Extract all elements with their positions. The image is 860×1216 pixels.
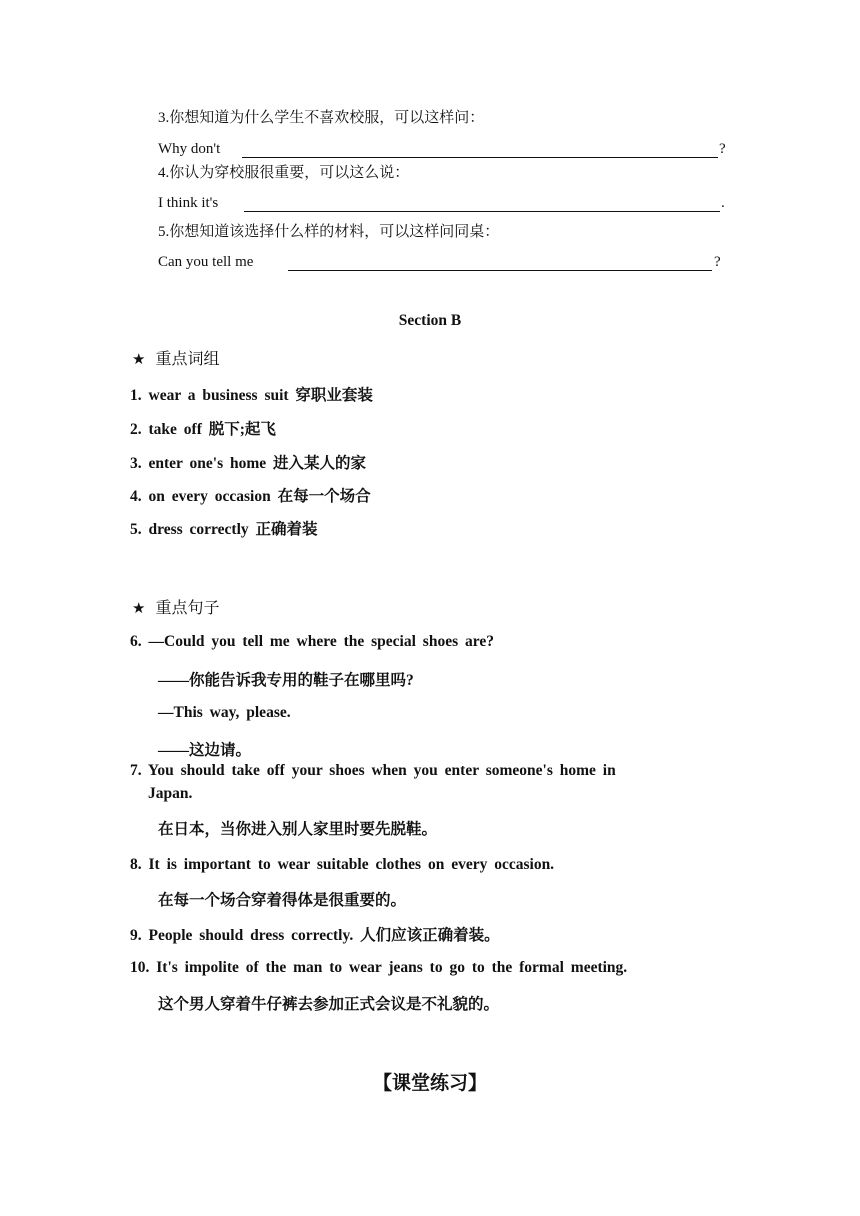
sentence-6-english: 6. —Could you tell me where the special shoes are? — [130, 633, 494, 650]
q5-answer-blank[interactable] — [288, 270, 712, 271]
q3-end-mark: ? — [719, 141, 726, 157]
q5-lead: Can you tell me — [158, 254, 254, 270]
sentence-7-english-line1: 7. You should take off your shoes when you enter someone's home in — [130, 762, 616, 779]
sentence-8-english: 8. It is important to wear suitable clothes on every occasion. — [130, 856, 555, 873]
sentence-7-chinese: 在日本，当你进入别人家里时要先脱鞋。 — [158, 821, 438, 838]
phrase-item: 1. wear a business suit 穿职业套装 — [130, 387, 373, 404]
phrase-item: 5. dress correctly 正确着装 — [130, 521, 318, 538]
sentences-heading-text: 重点句子 — [155, 600, 220, 617]
q3-lead: Why don't — [158, 141, 221, 157]
section-title: Section B — [398, 312, 462, 329]
sentence-6-reply-chinese: ——这边请。 — [158, 742, 252, 759]
q3-prompt: 3.你想知道为什么学生不喜欢校服，可以这样问： — [158, 110, 485, 126]
sentence-10-english: 10. It's impolite of the man to wear jeans to go to the formal meeting. — [130, 959, 628, 976]
phrases-heading — [132, 346, 219, 369]
q3-answer-blank[interactable] — [242, 157, 718, 158]
sentence-6-chinese: ——你能告诉我专用的鞋子在哪里吗? — [158, 672, 414, 689]
sentence-8-chinese: 在每一个场合穿着得体是很重要的。 — [158, 892, 407, 909]
q4-prompt: 4.你认为穿校服很重要，可以这么说： — [158, 165, 410, 181]
sentences-heading — [132, 595, 219, 618]
star-icon: ★ — [132, 601, 146, 617]
phrases-heading-text: 重点词组 — [155, 351, 220, 368]
sentence-7-english-line2: Japan. — [148, 785, 193, 802]
q5-end-mark: ? — [714, 254, 721, 270]
sentence-6-reply-english: —This way, please. — [158, 704, 291, 721]
q4-answer-blank[interactable] — [244, 211, 720, 212]
phrase-item: 2. take off 脱下;起飞 — [130, 421, 276, 438]
star-icon: ★ — [132, 352, 146, 368]
practice-title: 【课堂练习】 — [372, 1073, 487, 1094]
phrase-item: 3. enter one's home 进入某人的家 — [130, 455, 367, 472]
phrase-item: 4. on every occasion 在每一个场合 — [130, 488, 371, 505]
q4-lead: I think it's — [158, 195, 219, 211]
sentence-10-chinese: 这个男人穿着牛仔裤去参加正式会议是不礼貌的。 — [158, 996, 500, 1013]
q4-end-mark: . — [721, 195, 725, 211]
q5-prompt: 5.你想知道该选择什么样的材料，可以这样问同桌： — [158, 224, 500, 240]
sentence-9: 9. People should dress correctly. 人们应该正确着装。 — [130, 927, 500, 944]
